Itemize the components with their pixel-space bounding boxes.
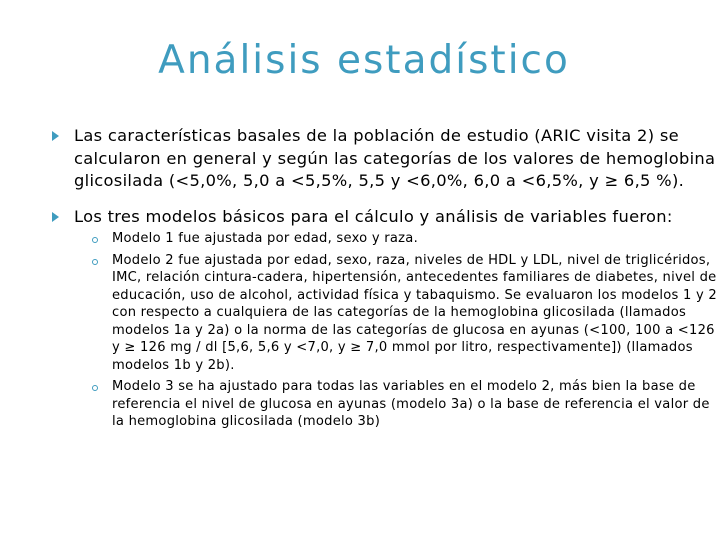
circle-bullet-icon <box>92 237 98 243</box>
sub-bullet-item <box>72 378 718 431</box>
bullet-item <box>50 125 718 193</box>
triangle-bullet-icon <box>52 131 59 141</box>
sub-bullet-text: Modelo 2 fue ajustada por edad, sexo, raza, niveles de HDL y LDL, nivel de triglicéridos, IMC, relación cintura-cadera, hipertensión, antecedentes familiares de diabetes, nivel de educación, uso de alcohol, actividad física y tabaquismo. Se evaluaron los modelos 1 y 2 con respecto a cualquiera de las categorías de la hemoglobina glicosilada (llamados modelos 1a y 2a) o la norma de las categorías de glucosa en ayunas (<100, 100 a <126 y ≥ 126 mg / dl [5,6, 5,6 y <7,0, y ≥ 7,0 mmol por litro, respectivamente]) (llamados modelos 1b y 2b). <box>112 252 717 373</box>
sub-bullet-text: Modelo 3 se ha ajustado para todas las variables en el modelo 2, más bien la base de referencia el nivel de glucosa en ayunas (modelo 3a) o la base de referencia el valor de la hemoglobina glicosilada (modelo 3b) <box>112 379 710 429</box>
triangle-bullet-icon <box>52 212 59 222</box>
circle-bullet-icon <box>92 259 98 265</box>
bullet-item <box>50 206 718 431</box>
sub-bullet-list <box>74 230 718 431</box>
bullet-text: Las características basales de la población de estudio (ARIC visita 2) se calcularon en general y según las categorías de los valores de hemoglobina glicosilada (<5,0%, 5,0 a <5,5%, 5,5 y <6,0%, 6,0 a <6,5%, y ≥ 6,5 %). <box>74 126 716 190</box>
circle-bullet-icon <box>92 385 98 391</box>
bullet-text: Los tres modelos básicos para el cálculo y análisis de variables fueron: <box>74 206 673 226</box>
slide-content <box>50 125 718 431</box>
sub-bullet-text: Modelo 1 fue ajustada por edad, sexo y raza. <box>112 231 418 246</box>
slide-title: Análisis estadístico <box>158 38 570 83</box>
sub-bullet-item <box>72 230 718 248</box>
sub-bullet-item <box>72 252 718 375</box>
